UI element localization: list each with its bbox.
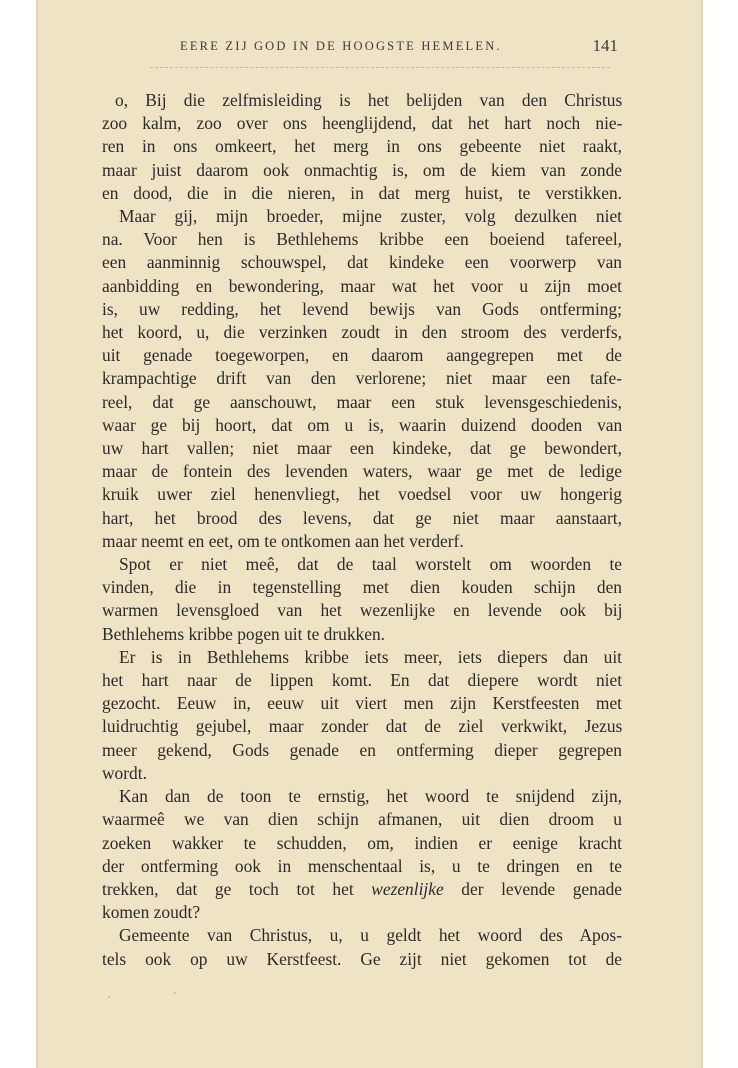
paragraph-1 xyxy=(102,89,622,205)
text-line: komen zoudt? xyxy=(102,902,201,923)
text-line: Er is in Bethlehems kribbe iets meer, iets diepers dan uit xyxy=(119,646,622,667)
text-line: uw hart vallen; niet maar een kindeke, dat ge bewondert, xyxy=(102,438,622,459)
text-line: uit genade toegeworpen, en daarom aangegrepen met de xyxy=(102,345,622,366)
paper-speck xyxy=(174,992,176,994)
text-line: maar neemt en eet, om te ontkomen aan het verderf. xyxy=(102,530,464,551)
text-line: maar de fontein des levenden waters, waar ge met de ledige xyxy=(102,461,622,482)
body-text xyxy=(102,89,622,971)
text-segment: trekken, dat ge toch tot het xyxy=(102,878,354,899)
text-line: o, Bij die zelfmisleiding is het belijden van den Christus xyxy=(115,90,623,110)
text-line-with-italic xyxy=(102,878,622,901)
paragraph-2 xyxy=(102,205,622,553)
page-number: 141 xyxy=(592,36,618,55)
text-line: krampachtige drift van den verlorene; niet maar een tafe- xyxy=(102,368,622,389)
text-line: meer gekend, Gods genade en ontferming dieper gegrepen xyxy=(102,739,622,760)
text-line: zoeken wakker te schudden, om, indien er eenige kracht xyxy=(102,832,622,853)
italic-word: wezenlijke xyxy=(371,878,444,899)
text-line: kruik uwer ziel henenvliegt, het voedsel voor uw hongerig xyxy=(102,484,622,505)
text-line: vinden, die in tegenstelling met dien kouden schijn den xyxy=(102,577,622,598)
paragraph-5 xyxy=(102,785,622,924)
paragraph-4 xyxy=(102,646,622,785)
text-line: waarmeê we van dien schijn afmanen, uit dien droom u xyxy=(102,809,622,830)
text-line: wordt. xyxy=(102,762,147,783)
text-line: maar juist daarom ook onmachtig is, om de kiem van zonde xyxy=(102,159,622,180)
text-line: het hart naar de lippen komt. En dat diepere wordt niet xyxy=(102,670,623,691)
text-line: tels ook op uw Kerstfeest. Ge zijt niet gekomen tot de xyxy=(102,948,622,969)
text-line: aanbidding en bewondering, maar wat het voor u zijn moet xyxy=(102,275,622,296)
text-line: Kan dan de toon te ernstig, het woord te snijdend zijn, xyxy=(119,786,622,807)
paragraph-3 xyxy=(102,553,622,646)
text-line: Spot er niet meê, dat de taal worstelt om woorden te xyxy=(119,554,622,575)
text-line: en dood, die in die nieren, in dat merg huist, te verstikken. xyxy=(102,182,622,203)
text-line: Bethlehems kribbe pogen uit te drukken. xyxy=(102,623,386,644)
text-line: het koord, u, die verzinken zoudt in den stroom des verderfs, xyxy=(102,322,622,343)
text-line: na. Voor hen is Bethlehems kribbe een boeiend tafereel, xyxy=(102,229,622,250)
text-line: hart, het brood des levens, dat ge niet maar aanstaart, xyxy=(102,507,622,528)
text-line: warmen levensgloed van het wezenlijke en levende ook bij xyxy=(102,600,623,621)
text-line: gezocht. Eeuw in, eeuw uit viert men zijn Kerstfeesten met xyxy=(102,693,622,714)
text-line: is, uw redding, het levend bewijs van Gods ontferming; xyxy=(102,298,622,319)
text-line: der ontferming ook in menschentaal is, u te dringen en te xyxy=(102,855,622,876)
text-line: luidruchtig gejubel, maar zonder dat de ziel verkwikt, Jezus xyxy=(102,716,623,737)
paper-speck xyxy=(108,996,110,998)
text-line: waar ge bij hoort, dat om u is, waarin duizend dooden van xyxy=(102,414,623,435)
text-line: reel, dat ge aanschouwt, maar een stuk levensgeschiedenis, xyxy=(102,391,622,412)
text-line: Gemeente van Christus, u, u geldt het woord des Apos- xyxy=(119,925,622,946)
text-line: Maar gij, mijn broeder, mijne zuster, volg dezulken niet xyxy=(119,206,622,227)
text-line: ren in ons omkeert, het merg in ons gebeente niet raakt, xyxy=(102,136,623,157)
text-segment: der levende genade xyxy=(461,878,622,899)
page-header xyxy=(100,36,620,60)
text-line: zoo kalm, zoo over ons heenglijdend, dat het hart noch nie- xyxy=(102,113,623,134)
header-rule xyxy=(150,67,610,68)
running-head: EERE ZIJ GOD IN DE HOOGSTE HEMELEN. xyxy=(180,39,502,53)
text-line: een aanminnig schouwspel, dat kindeke een voorwerp van xyxy=(102,252,622,273)
paragraph-6 xyxy=(102,924,622,970)
